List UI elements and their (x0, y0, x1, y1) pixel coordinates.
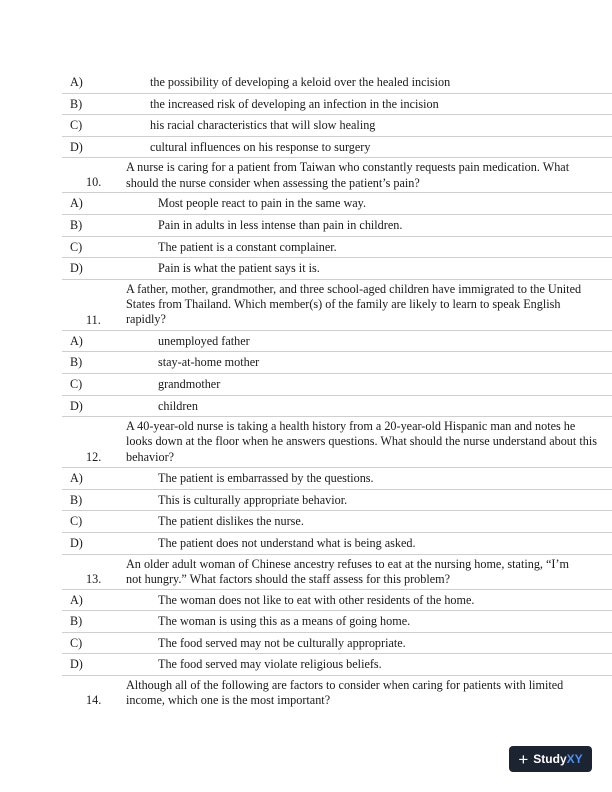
q9-option-a (62, 72, 612, 94)
question-line: States from Thailand. Which member(s) of the family are likely to learn to speak English (126, 296, 561, 311)
option-label: C) (70, 514, 83, 529)
question-14 (62, 676, 612, 710)
option-text: Pain is what the patient says it is. (158, 261, 320, 276)
option-text: unemployed father (158, 333, 250, 348)
option-text: Most people react to pain in the same way. (158, 196, 367, 211)
question-line: A 40-year-old nurse is taking a health history from a 20-year-old Hispanic man and notes he (126, 419, 576, 434)
question-text (126, 678, 563, 708)
option-label: B) (70, 614, 83, 629)
option-label: D) (70, 398, 83, 413)
option-label: B) (70, 217, 83, 232)
option-text: The patient does not understand what is being asked. (158, 535, 416, 550)
q11-option-d (62, 396, 612, 418)
question-number: 13. (86, 571, 102, 586)
q12-option-a (62, 468, 612, 490)
option-label: D) (70, 139, 83, 154)
q10-option-a (62, 193, 612, 215)
option-text: The woman is using this as a means of going home. (158, 614, 411, 629)
q12-option-d (62, 533, 612, 555)
q13-option-b (62, 611, 612, 633)
option-text: his racial characteristics that will slow healing (150, 118, 376, 133)
option-text: The patient is a constant complainer. (158, 239, 337, 254)
question-text (126, 419, 597, 465)
question-line: A father, mother, grandmother, and three school-aged children have immigrated to the United (126, 281, 582, 296)
option-text: The woman does not like to eat with other residents of the home. (158, 592, 475, 607)
plus-icon: + (518, 749, 529, 769)
option-text: The patient dislikes the nurse. (158, 514, 304, 529)
option-label: A) (70, 471, 83, 486)
q12-option-c (62, 511, 612, 533)
q12-option-b (62, 490, 612, 512)
studyxy-logo[interactable] (509, 746, 592, 772)
option-text: grandmother (158, 376, 221, 391)
q13-option-d (62, 654, 612, 676)
logo-text-prefix: Study (533, 752, 567, 766)
question-13 (62, 555, 612, 590)
option-label: C) (70, 239, 83, 254)
option-label: D) (70, 535, 83, 550)
question-line: looks down at the floor when he answers questions. What should the nurse understand about this (126, 434, 597, 449)
option-text: children (158, 398, 198, 413)
question-10 (62, 158, 612, 193)
question-12 (62, 417, 612, 468)
question-line: rapidly? (126, 312, 166, 327)
option-label: C) (70, 635, 83, 650)
option-label: A) (70, 333, 83, 348)
option-text: The food served may not be culturally appropriate. (158, 635, 406, 650)
option-label: C) (70, 376, 83, 391)
question-text (126, 160, 569, 190)
option-label: A) (70, 196, 83, 211)
q10-option-c (62, 237, 612, 259)
option-text: the increased risk of developing an infection in the incision (150, 96, 439, 111)
q11-option-b (62, 352, 612, 374)
question-line: should the nurse consider when assessing the patient’s pain? (126, 175, 420, 190)
question-line: Although all of the following are factors to consider when caring for patients with limited (126, 677, 564, 692)
option-label: A) (70, 592, 83, 607)
question-list (62, 72, 612, 710)
question-line: not hungry.” What factors should the staff assess for this problem? (126, 571, 451, 586)
option-text: the possibility of developing a keloid over the healed incision (150, 75, 451, 89)
option-label: D) (70, 657, 83, 672)
question-number: 14. (86, 692, 102, 707)
q11-option-a (62, 331, 612, 353)
question-line: income, which one is the most important? (126, 693, 331, 708)
question-text (126, 557, 569, 587)
q13-option-a (62, 590, 612, 612)
question-number: 12. (86, 450, 102, 465)
q10-option-d (62, 258, 612, 280)
question-11 (62, 280, 612, 331)
q11-option-c (62, 374, 612, 396)
option-label: A) (70, 75, 83, 89)
option-label: B) (70, 96, 83, 111)
option-label: B) (70, 355, 83, 370)
question-line: An older adult woman of Chinese ancestry refuses to eat at the nursing home, stating, “I’m (126, 556, 570, 571)
logo-text-accent: XY (566, 752, 583, 766)
question-number: 11. (86, 312, 101, 327)
option-label: D) (70, 261, 83, 276)
q10-option-b (62, 215, 612, 237)
option-label: C) (70, 118, 83, 133)
option-label: B) (70, 492, 83, 507)
option-text: The food served may violate religious beliefs. (158, 657, 382, 672)
question-line: A nurse is caring for a patient from Taiwan who constantly requests pain medication. What (126, 160, 570, 175)
option-text: This is culturally appropriate behavior. (158, 492, 348, 507)
q9-option-c (62, 115, 612, 137)
option-text: cultural influences on his response to surgery (150, 139, 371, 154)
q13-option-c (62, 633, 612, 655)
option-text: Pain in adults in less intense than pain in children. (158, 217, 403, 232)
q9-option-d (62, 137, 612, 159)
question-line: behavior? (126, 449, 175, 464)
option-text: The patient is embarrassed by the questions. (158, 471, 374, 486)
question-number: 10. (86, 175, 102, 190)
q9-option-b (62, 94, 612, 116)
question-text (126, 282, 581, 328)
option-text: stay-at-home mother (158, 355, 260, 370)
